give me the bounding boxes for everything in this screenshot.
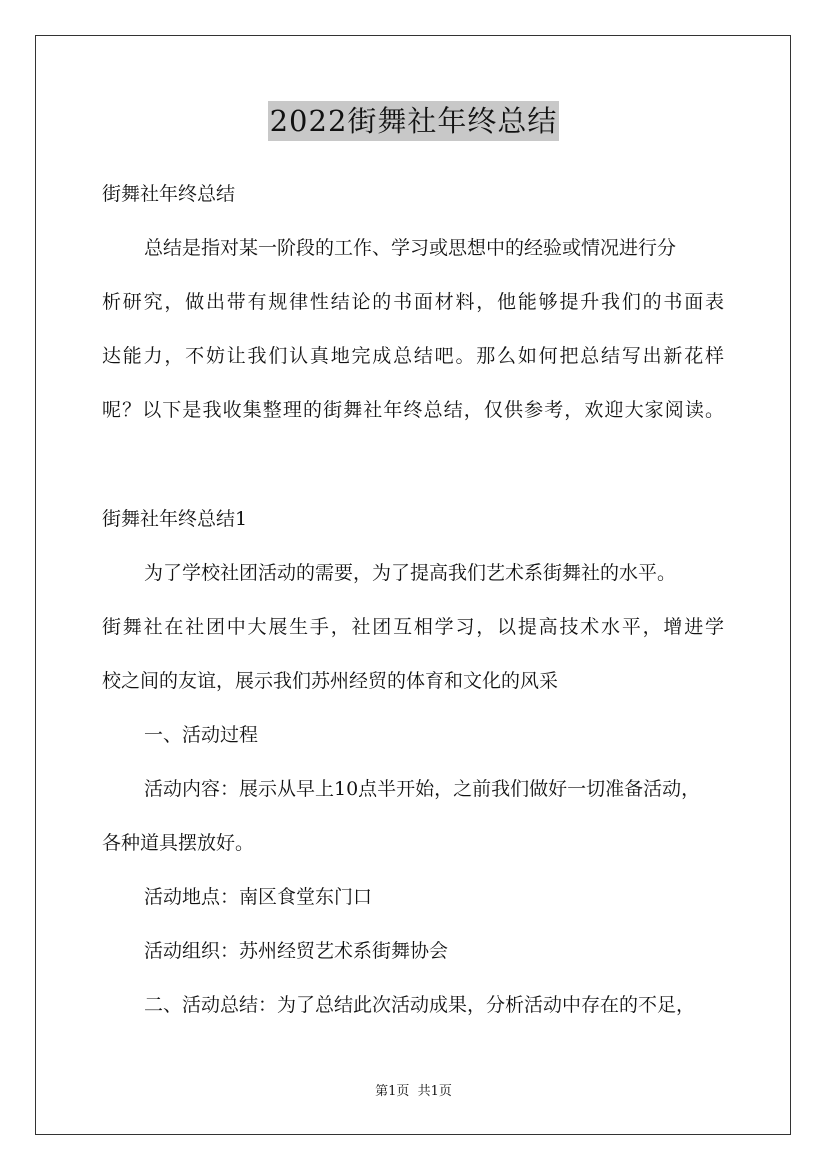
page-footer: 第1页 共1页 bbox=[375, 1084, 452, 1099]
paragraph-line: 为了学校社团活动的需要，为了提高我们艺术系街舞社的水平。 bbox=[144, 562, 677, 584]
paragraph-line: 析研究，做出带有规律性结论的书面材料，他能够提升我们的书面表 bbox=[102, 291, 724, 313]
paragraph-line: 呢？以下是我收集整理的街舞社年终总结，仅供参考，欢迎大家阅读。 bbox=[102, 399, 724, 421]
paragraph-line: 校之间的友谊，展示我们苏州经贸的体育和文化的风采 bbox=[102, 670, 559, 692]
paragraph-line: 活动内容：展示从早上10点半开始，之前我们做好一切准备活动， bbox=[144, 778, 701, 800]
paragraph-line: 各种道具摆放好。 bbox=[102, 832, 255, 854]
paragraph-line: 活动组织：苏州经贸艺术系街舞协会 bbox=[144, 940, 449, 962]
subheading: 一、活动过程 bbox=[144, 724, 259, 746]
paragraph-line: 街舞社在社团中大展生手，社团互相学习，以提高技术水平，增进学 bbox=[102, 616, 724, 638]
section-heading: 街舞社年终总结1 bbox=[102, 508, 248, 530]
paragraph-line: 活动地点：南区食堂东门口 bbox=[144, 886, 373, 908]
section-heading: 街舞社年终总结 bbox=[102, 183, 236, 205]
document-title: 2022街舞社年终总结 bbox=[268, 101, 560, 141]
paragraph-line: 达能力，不妨让我们认真地完成总结吧。那么如何把总结写出新花样 bbox=[102, 345, 724, 367]
title-wrap bbox=[0, 101, 827, 141]
paragraph-line: 总结是指对某一阶段的工作、学习或思想中的经验或情况进行分 bbox=[144, 237, 677, 259]
paragraph-line: 二、活动总结：为了总结此次活动成果，分析活动中存在的不足， bbox=[144, 994, 696, 1016]
